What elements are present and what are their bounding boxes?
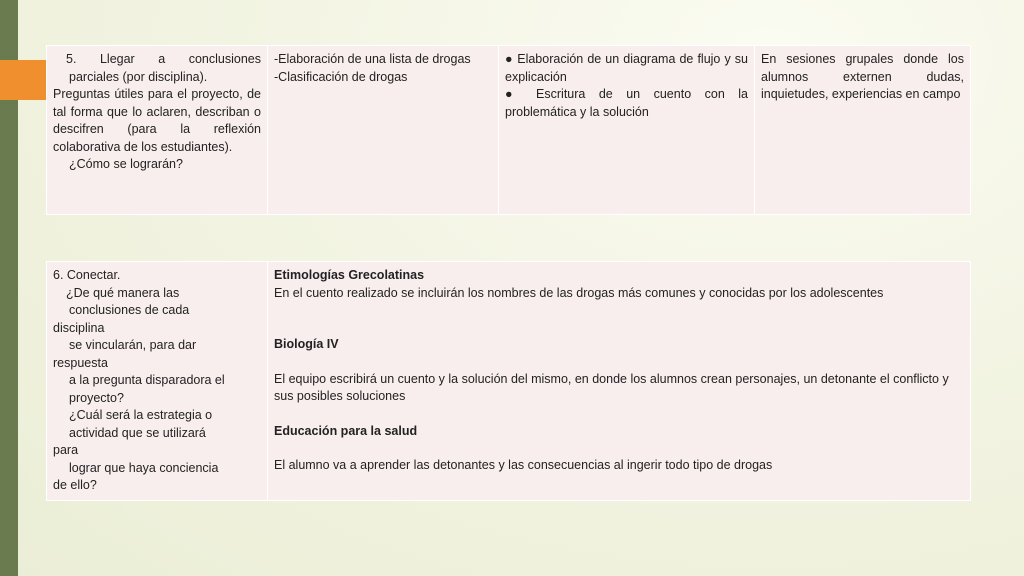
table-step-6 (46, 261, 971, 501)
spacer (274, 354, 964, 371)
discipline-text-etimologias: En el cuento realizado se incluirán los nombres de las drogas más comunes y conocidas por los adolescentes (274, 285, 884, 300)
step5-sessions-cell (755, 46, 971, 215)
step5-activity-2: -Clasificación de drogas (274, 69, 408, 84)
spacer (274, 440, 964, 457)
discipline-text-salud: El alumno va a aprender las detonantes y las consecuencias al ingerir todo tipo de drogas (274, 458, 773, 472)
step5-product-1: ● Elaboración de un diagrama de flujo y su explicación (505, 52, 748, 84)
step6-line: actividad que se utilizará (69, 425, 206, 440)
table-row (47, 46, 971, 215)
step5-question-cell (47, 46, 268, 215)
step5-product-2: ● Escritura de un cuento con la problemática y la solución (505, 87, 748, 119)
step5-line2: parciales (por disciplina). (69, 69, 208, 84)
discipline-text-biologia: El equipo escribirá un cuento y la solución del mismo, en donde los alumnos crean personajes, un detonante el conflicto y sus posibles soluciones (274, 371, 949, 403)
step5-question: ¿Cómo se lograrán? (69, 157, 183, 171)
step6-line: conclusiones de cada (69, 303, 190, 317)
step6-question-cell (47, 262, 268, 501)
discipline-heading-salud: Educación para la salud (274, 423, 418, 438)
step6-line: de ello? (53, 478, 97, 492)
step5-activities-cell (268, 46, 499, 215)
step6-disciplines-cell (268, 262, 971, 501)
discipline-heading-biologia: Biología IV (274, 337, 339, 351)
side-accent-block (0, 60, 46, 100)
table-step-5 (46, 45, 971, 215)
step6-line: a la pregunta disparadora el (69, 373, 225, 387)
step5-paragraph: Preguntas útiles para el proyecto, de tal forma que lo aclaren, describan o descifren (para la reflexión colaborativa de los estudiantes). (53, 87, 261, 154)
step5-line1: 5. Llegar a conclusiones (66, 52, 261, 66)
step5-activity-1: -Elaboración de una lista de drogas (274, 52, 471, 66)
step5-products-cell (499, 46, 755, 215)
step6-line: disciplina (53, 320, 105, 335)
step6-line: lograr que haya conciencia (69, 460, 219, 475)
step6-line: ¿Cuál será la estrategia o (69, 408, 213, 422)
step6-line: respuesta (53, 355, 108, 370)
spacer (274, 406, 964, 423)
step6-title: 6. Conectar. (53, 268, 121, 282)
discipline-heading-etimologias: Etimologías Grecolatinas (274, 268, 425, 282)
table-row (47, 262, 971, 501)
step6-line: se vincularán, para dar (69, 338, 197, 352)
step6-line: ¿De qué manera las (66, 285, 180, 300)
step6-line: proyecto? (69, 390, 124, 405)
step6-line: para (53, 443, 79, 457)
spacer (274, 302, 964, 336)
step5-sessions-text: En sesiones grupales donde los alumnos externen dudas, inquietudes, experiencias en campo (761, 52, 964, 101)
